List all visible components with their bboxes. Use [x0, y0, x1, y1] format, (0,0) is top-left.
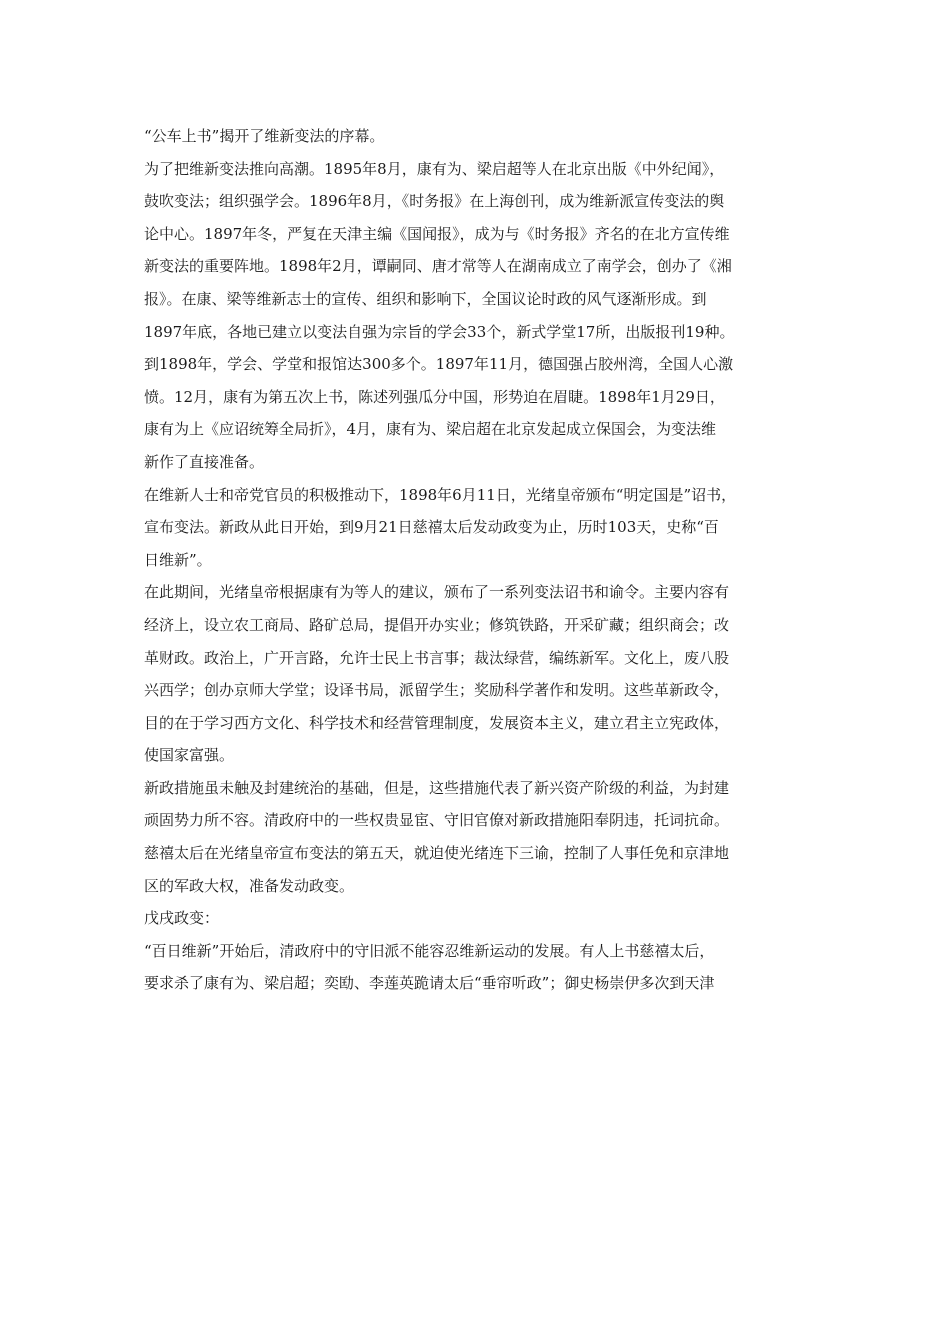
text-line: 新变法的重要阵地。1898年2月，谭嗣同、唐才常等人在湖南成立了南学会，创办了《湘 — [144, 257, 732, 276]
text-line: 为了把维新变法推向高潮。1895年8月，康有为、梁启超等人在北京出版《中外纪闻》， — [144, 159, 725, 178]
text-line: 到1898年，学会、学堂和报馆达300多个。1897年11月，德国强占胶州湾，全国人心激 — [144, 355, 734, 374]
text-line: 日维新”。 — [144, 550, 212, 569]
section-heading: 戊戌政变： — [144, 909, 220, 928]
text-line: 使国家富强。 — [144, 746, 235, 765]
text-line: “百日维新”开始后，清政府中的守旧派不能容忍维新运动的发展。有人上书慈禧太后， — [144, 941, 715, 960]
text-line: 论中心。1897年冬，严复在天津主编《国闻报》，成为与《时务报》齐名的在北方宣传维 — [144, 224, 730, 243]
text-line: 顽固势力所不容。清政府中的一些权贵显宦、守旧官僚对新政措施阳奉阴违，托词抗命。 — [144, 811, 730, 830]
text-line: 1897年底，各地已建立以变法自强为宗旨的学会33个，新式学堂17所，出版报刊19种。 — [144, 322, 735, 341]
text-line: 报》。在康、梁等维新志士的宣传、组织和影响下，全国议论时政的风气逐渐形成。到 — [144, 289, 707, 308]
text-line: 慈禧太后在光绪皇帝宣布变法的第五天，就迫使光绪连下三谕，控制了人事任免和京津地 — [144, 844, 730, 863]
text-line: “公车上书”揭开了维新变法的序幕。 — [144, 127, 385, 145]
text-line: 在维新人士和帝党官员的积极推动下，1898年6月11日，光绪皇帝颁布“明定国是”诏书， — [144, 485, 737, 504]
document-body — [144, 120, 806, 1000]
text-line: 区的军政大权，准备发动政变。 — [144, 876, 355, 895]
text-line: 兴西学；创办京师大学堂；设译书局，派留学生；奖励科学著作和发明。这些革新政令， — [144, 681, 730, 700]
text-line: 新作了直接准备。 — [144, 452, 265, 471]
text-line: 在此期间，光绪皇帝根据康有为等人的建议，颁布了一系列变法诏书和谕令。主要内容有 — [144, 583, 730, 602]
text-line: 康有为上《应诏统筹全局折》，4月，康有为、梁启超在北京发起成立保国会，为变法维 — [144, 420, 717, 439]
text-line: 愤。12月，康有为第五次上书，陈述列强瓜分中国，形势迫在眉睫。1898年1月29日， — [144, 387, 725, 406]
text-line: 要求杀了康有为、梁启超；奕劻、李莲英跪请太后“垂帘听政”；御史杨崇伊多次到天津 — [144, 974, 715, 993]
text-line: 革财政。政治上，广开言路，允许士民上书言事；裁汰绿营，编练新军。文化上，废八股 — [144, 648, 730, 667]
text-line: 新政措施虽未触及封建统治的基础，但是，这些措施代表了新兴资产阶级的利益，为封建 — [144, 778, 730, 797]
text-line: 宣布变法。新政从此日开始，到9月21日慈禧太后发动政变为止，历时103天，史称“百 — [144, 518, 719, 537]
text-line: 目的在于学习西方文化、科学技术和经营管理制度，发展资本主义，建立君主立宪政体， — [144, 713, 730, 732]
text-line: 经济上，设立农工商局、路矿总局，提倡开办实业；修筑铁路，开采矿藏；组织商会；改 — [144, 615, 730, 634]
text-line: 鼓吹变法；组织强学会。1896年8月，《时务报》在上海创刊，成为维新派宣传变法的舆 — [144, 192, 725, 211]
